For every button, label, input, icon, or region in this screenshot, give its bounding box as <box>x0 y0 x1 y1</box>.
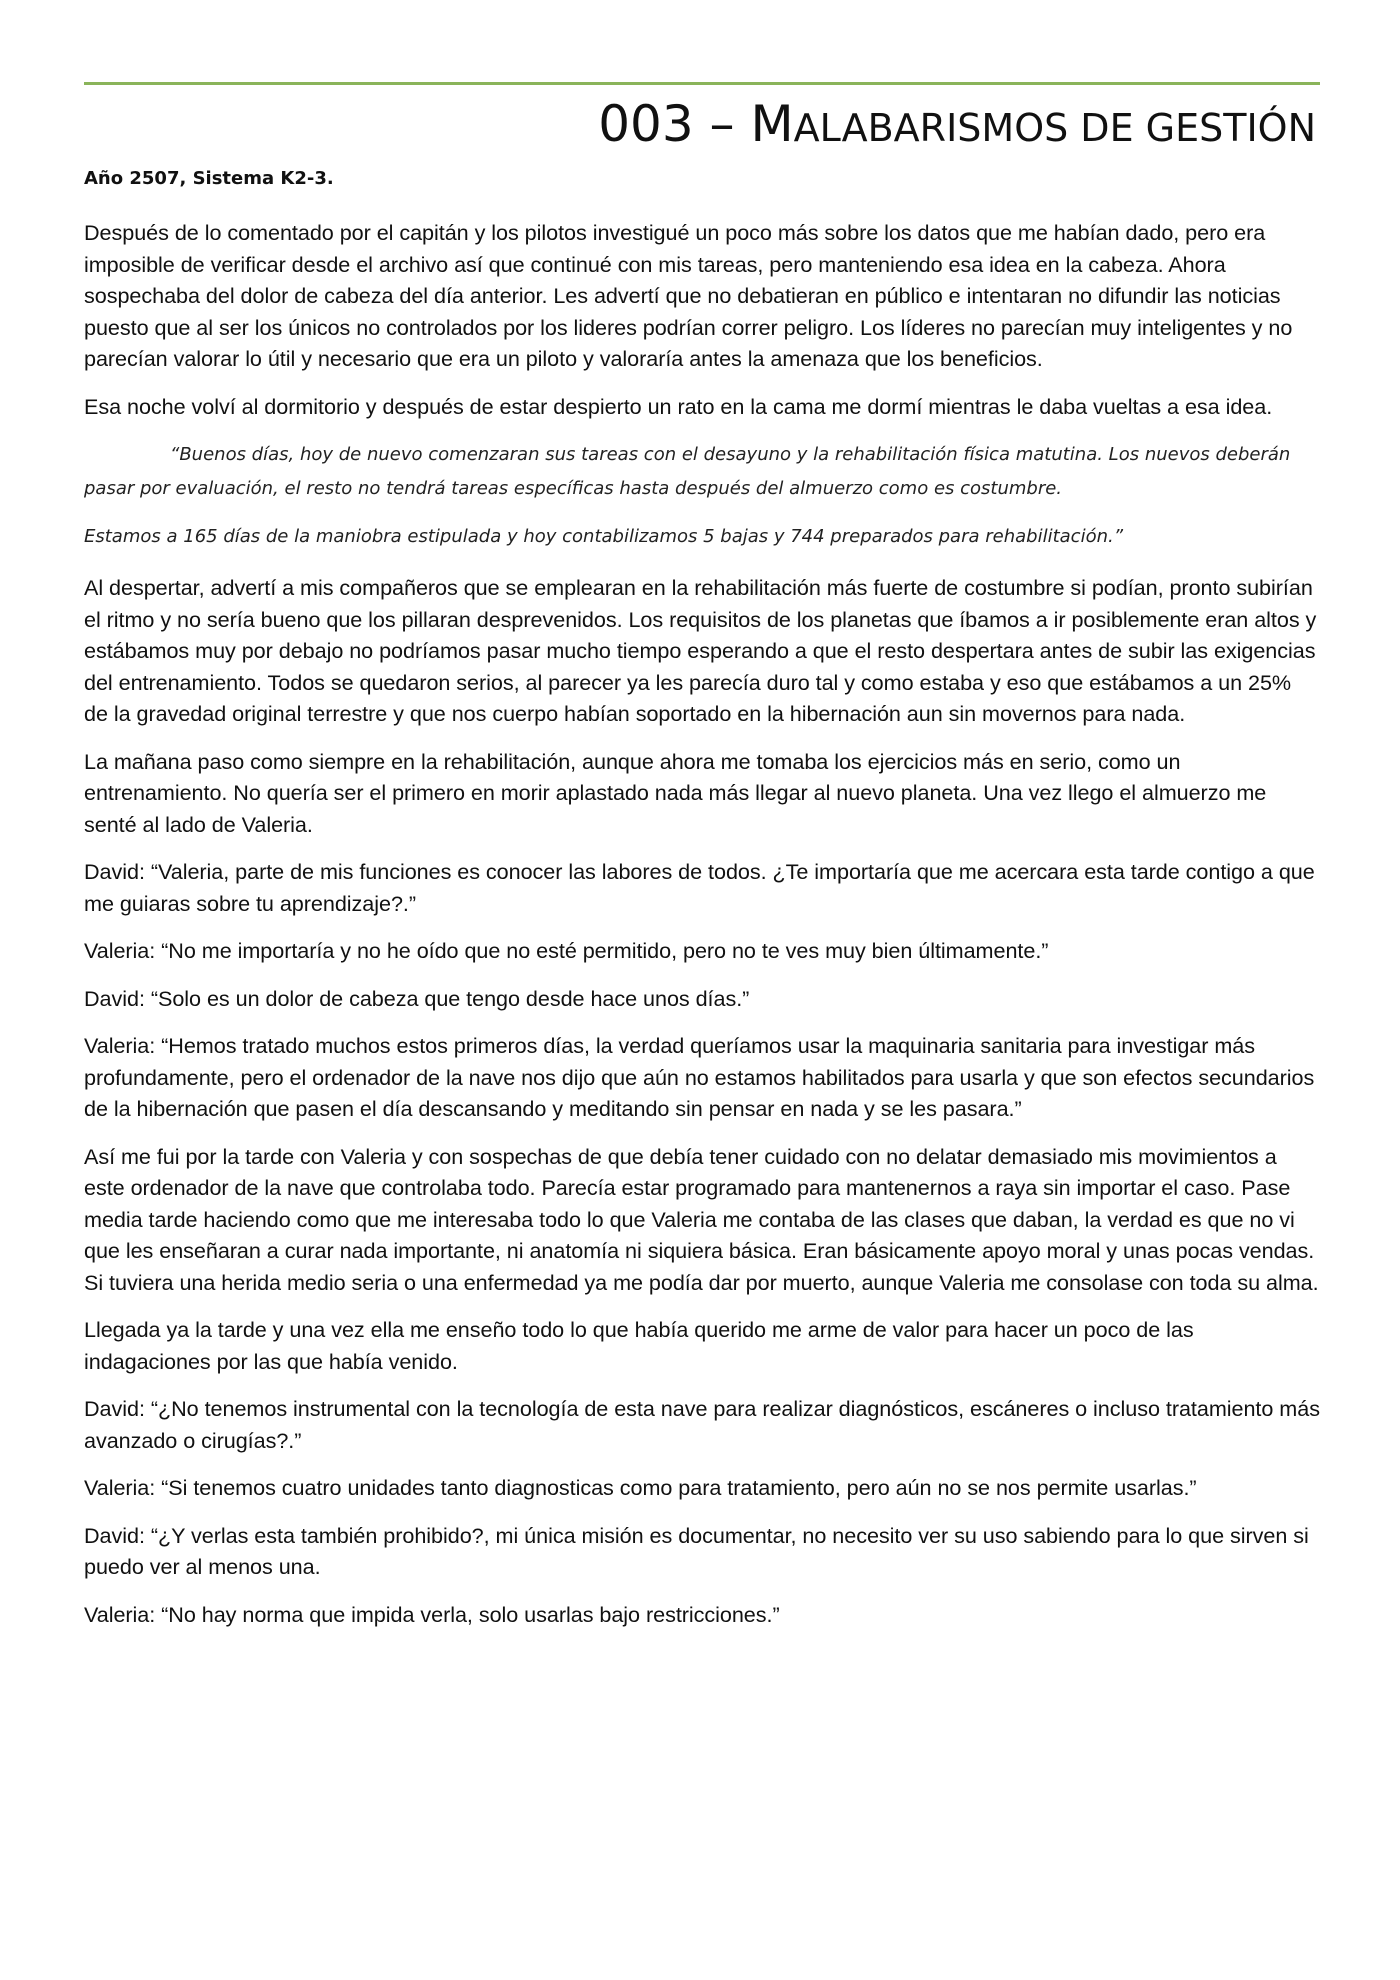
dialogue-line: David: “Valeria, parte de mis funciones es conocer las labores de todos. ¿Te importaría que me acercara esta tarde contigo a que me guiaras sobre tu aprendizaje?.” <box>84 859 1315 916</box>
dialogue-line: David: “Solo es un dolor de cabeza que tengo desde hace unos días.” <box>84 985 750 1011</box>
announcement-line: Estamos a 165 días de la maniobra estipulada y hoy contabilizamos 5 bajas y 744 preparados para rehabilitación.” <box>84 526 1124 547</box>
header-rule <box>84 82 1320 85</box>
chapter-title-word2: GESTIÓN <box>1145 106 1316 150</box>
paragraph: Llegada ya la tarde y una vez ella me enseño todo lo que había querido me arme de valor para hacer un poco de las indagaciones por las que había venido. <box>84 1317 1194 1374</box>
dialogue-line: Valeria: “No hay norma que impida verla, solo usarlas bajo restricciones.” <box>84 1601 780 1627</box>
ship-announcement <box>84 438 1320 554</box>
chapter-number: 003 – <box>598 95 751 153</box>
paragraph: Esa noche volví al dormitorio y después de estar despierto un rato en la cama me dormí mientras le daba vueltas a esa idea. <box>84 393 1273 419</box>
dialogue-line: Valeria: “Si tenemos cuatro unidades tanto diagnosticas como para tratamiento, pero aún no se nos permite usarlas.” <box>84 1475 1197 1500</box>
dialogue-line: David: “¿No tenemos instrumental con la tecnología de esta nave para realizar diagnósticos, escáneres o incluso tratamiento más avanzado o cirugías?.” <box>84 1396 1320 1453</box>
paragraph: Al despertar, advertí a mis compañeros que se emplearan en la rehabilitación más fuerte de costumbre si podían, pronto subirían el ritmo y no sería bueno que los pillaran desprevenidos. Los requisitos de los planetas que íbamos a ir posiblemente eran altos y estábamos muy por debajo no podríamos pasar mucho tiempo esperando a que el resto despertara antes de subir las exigencias del entrenamiento. Todos se quedaron serios, al parecer ya les parecía duro tal y como estaba y eso que estábamos a un 25% de la gravedad original terrestre y que nos cuerpo habían soportado en la hibernación aun sin movernos para nada. <box>84 575 1317 726</box>
document-page <box>84 82 1320 1646</box>
dialogue-line: Valeria: “Hemos tratado muchos estos primeros días, la verdad queríamos usar la maquinaria sanitaria para investigar más profundamente, pero el ordenador de la nave nos dijo que aún no estamos habilitados para usarla y que son efectos secundarios de la hibernación que pasen el día descansando y meditando sin pensar en nada y se les pasara.” <box>84 1033 1315 1121</box>
paragraph: La mañana paso como siempre en la rehabilitación, aunque ahora me tomaba los ejercicios más en serio, como un entrenamiento. No quería ser el primero en morir aplastado nada más llegar al nuevo planeta. Una vez llego el almuerzo me senté al lado de Valeria. <box>84 748 1267 837</box>
paragraph: Así me fui por la tarde con Valeria y con sospechas de que debía tener cuidado con no delatar demasiado mis movimientos a este ordenador de la nave que controlaba todo. Parecía estar programado para mantenernos a raya sin importar el caso. Pase media tarde haciendo como que me interesaba todo lo que Valeria me contaba de las clases que daban, la verdad es que no vi que les enseñaran a curar nada importante, ni anatomía ni siquiera básica. Eran básicamente apoyo moral y unas pocas vendas. Si tuviera una herida medio seria o una enfermedad ya me podía dar por muerto, aunque Valeria me consolase con toda su alma. <box>84 1143 1319 1295</box>
paragraph: Después de lo comentado por el capitán y los pilotos investigué un poco más sobre los datos que me habían dado, pero era imposible de verificar desde el archivo así que continué con mis tareas, pero manteniendo esa idea en la cabeza. Ahora sospechaba del dolor de cabeza del día anterior. Les advertí que no debatieran en público e intentaran no difundir las noticias puesto que al ser los únicos no controlados por los lideres podrían correr peligro. Los líderes no parecían muy inteligentes y no parecían valorar lo útil y necesario que era un piloto y valoraría antes la amenaza que los beneficios. <box>84 220 1293 371</box>
chapter-title <box>84 97 1316 152</box>
dialogue-line: David: “¿Y verlas esta también prohibido?, mi única misión es documentar, no necesito ver su uso sabiendo para lo que sirven si puedo ver al menos una. <box>84 1522 1309 1579</box>
date-location: Año 2507, Sistema K2-3. <box>84 168 334 189</box>
chapter-title-initial: M <box>750 95 794 153</box>
chapter-title-word1: ALABARISMOS DE <box>793 106 1146 150</box>
announcement-line: “Buenos días, hoy de nuevo comenzaran sus tareas con el desayuno y la rehabilitación física matutina. Los nuevos deberán pasar por evaluación, el resto no tendrá tareas específicas hasta después del almuerzo como es costumbre. <box>84 444 1291 499</box>
dialogue-line: Valeria: “No me importaría y no he oído que no esté permitido, pero no te ves muy bien últimamente.” <box>84 938 1049 963</box>
